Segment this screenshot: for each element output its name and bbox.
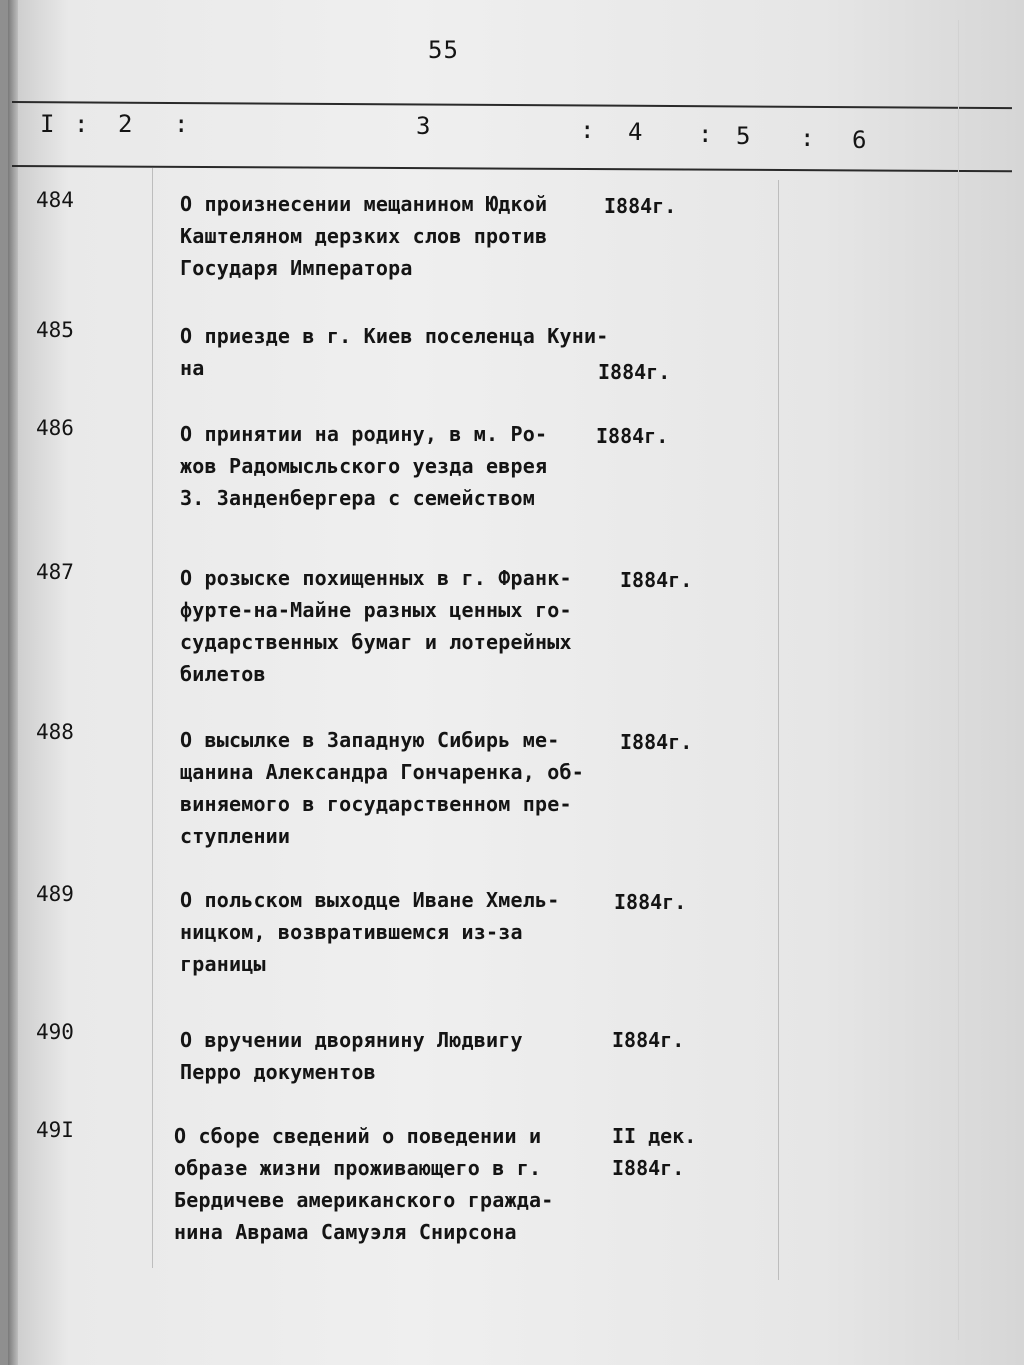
entry-date: I884г. bbox=[604, 194, 677, 218]
column-header-separator: : bbox=[580, 116, 595, 144]
entry-date: I884г. bbox=[614, 890, 687, 914]
column-header-separator: : bbox=[800, 124, 815, 152]
column-header-separator: : bbox=[74, 110, 89, 138]
column-header-separator: : bbox=[174, 110, 189, 138]
entry-description: О польском выходце Иване Хмель- ницком, возвратившемся из-за границы bbox=[180, 888, 560, 976]
entry-description: О высылке в Западную Сибирь ме- щанина Александра Гончаренка, об- виняемого в государственном пре- ступлении bbox=[180, 728, 584, 848]
entry-number: 488 bbox=[36, 720, 74, 744]
page-number: 55 bbox=[428, 36, 459, 64]
entry-date: II дек. I884г. bbox=[612, 1124, 697, 1180]
entry-date: I884г. bbox=[620, 730, 693, 754]
entry-number: 486 bbox=[36, 416, 74, 440]
column-header-4: 4 bbox=[628, 118, 643, 146]
header-rule-top bbox=[12, 101, 1012, 109]
column-header-3: 3 bbox=[416, 112, 431, 140]
column-divider bbox=[778, 180, 779, 1280]
entry-description: О розыске похищенных в г. Франк- фурте-на-Майне разных ценных го- сударственных бумаг и лотерейных билетов bbox=[180, 566, 572, 686]
header-rule-bottom bbox=[12, 165, 1012, 172]
column-header-6: 6 bbox=[852, 126, 867, 154]
entry-number: 489 bbox=[36, 882, 74, 906]
entry-description: О сборе сведений о поведении и образе жизни проживающего в г. Бердичеве американского гражда- нина Аврама Самуэля Снирсона bbox=[174, 1124, 554, 1244]
entry-date: I884г. bbox=[596, 424, 669, 448]
column-header-separator: : bbox=[698, 120, 713, 148]
entry-description: О приезде в г. Киев поселенца Куни- на bbox=[180, 324, 609, 380]
entry-date: I884г. bbox=[598, 360, 671, 384]
entry-number: 490 bbox=[36, 1020, 74, 1044]
document-page bbox=[8, 0, 1024, 1365]
column-divider bbox=[958, 20, 959, 1340]
entry-number: 487 bbox=[36, 560, 74, 584]
entry-description: О произнесении мещанином Юдкой Каштеляном дерзких слов против Государя Императора bbox=[180, 192, 548, 280]
entry-date: I884г. bbox=[612, 1028, 685, 1052]
page-edge-shadow bbox=[8, 0, 18, 1365]
column-header-2: 2 bbox=[118, 110, 133, 138]
entry-description: О вручении дворянину Людвигу Перро документов bbox=[180, 1028, 523, 1084]
column-header-5: 5 bbox=[736, 122, 751, 150]
entry-description: О принятии на родину, в м. Ро- жов Радомысльского уезда еврея З. Занденбергера с семейством bbox=[180, 422, 548, 510]
entry-number: 485 bbox=[36, 318, 74, 342]
entry-number: 49I bbox=[36, 1118, 74, 1142]
column-divider bbox=[152, 168, 153, 1268]
entry-date: I884г. bbox=[620, 568, 693, 592]
column-header-1: I bbox=[40, 110, 55, 138]
entry-number: 484 bbox=[36, 188, 74, 212]
